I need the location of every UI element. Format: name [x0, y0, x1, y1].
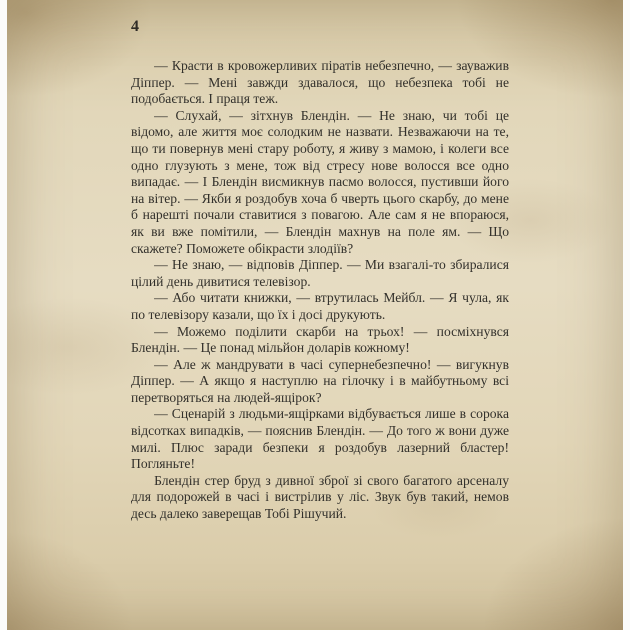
paragraph: — Можемо поділити скарби на трьох! — посміхнувся Блендін. — Це понад мільйон доларів кожному!	[131, 323, 509, 356]
paragraph: — Красти в кровожерливих піратів небезпечно, — зауважив Діппер. — Мені завжди здавалося, що небезпека тобі не подобається. І праця теж.	[131, 58, 509, 107]
paragraph: — Не знаю, — відповів Діппер. — Ми взагалі-то збиралися цілий день дивитися телевізор.	[131, 257, 509, 289]
body-text	[131, 58, 509, 523]
page-number: 4	[131, 18, 139, 35]
paragraph: — Сценарій з людьми-ящірками відбувається лише в сорока відсотках випадків, — пояснив Блендін. — До того ж вони дуже милі. Плюс заради безпеки я роздобув лазерний бластер! Погляньте!	[131, 406, 509, 472]
paragraph: — Слухай, — зітхнув Блендін. — Не знаю, чи тобі це відомо, але життя моє солодким не назвати. Незважаючи на те, що ти повернув мені стару роботу, я живу з мамою, і колеги все одно глузують з мене, тож від стресу нове волосся все одно випадає. — І Блендін висмикнув пасмо волосся, пустивши його на вітер. — Якби я роздобув хоча б чверть цього скарбу, до мене б нарешті почали ставитися з повагою. Але сам я не впораюся, як ви вже помітили, — Блендін махнув на поле ям. — Що скажете? Поможете обікрасти злодіїв?	[131, 107, 509, 256]
book-page	[7, 0, 623, 630]
paragraph: — Або читати книжки, — втрутилась Мейбл. — Я чула, як по телевізору казали, що їх і досі друкують.	[131, 290, 509, 322]
paragraph: — Але ж мандрувати в часі супернебезпечно! — вигукнув Діппер. — А якщо я наступлю на гілочку і в майбутньому всі перетворяться на людей-ящірок?	[131, 356, 509, 405]
paragraph: Блендін стер бруд з дивної зброї зі свого багатого арсеналу для подорожей в часі і вистрілив у ліс. Звук був такий, немов десь далеко заверещав Тобі Рішучий.	[131, 472, 509, 522]
